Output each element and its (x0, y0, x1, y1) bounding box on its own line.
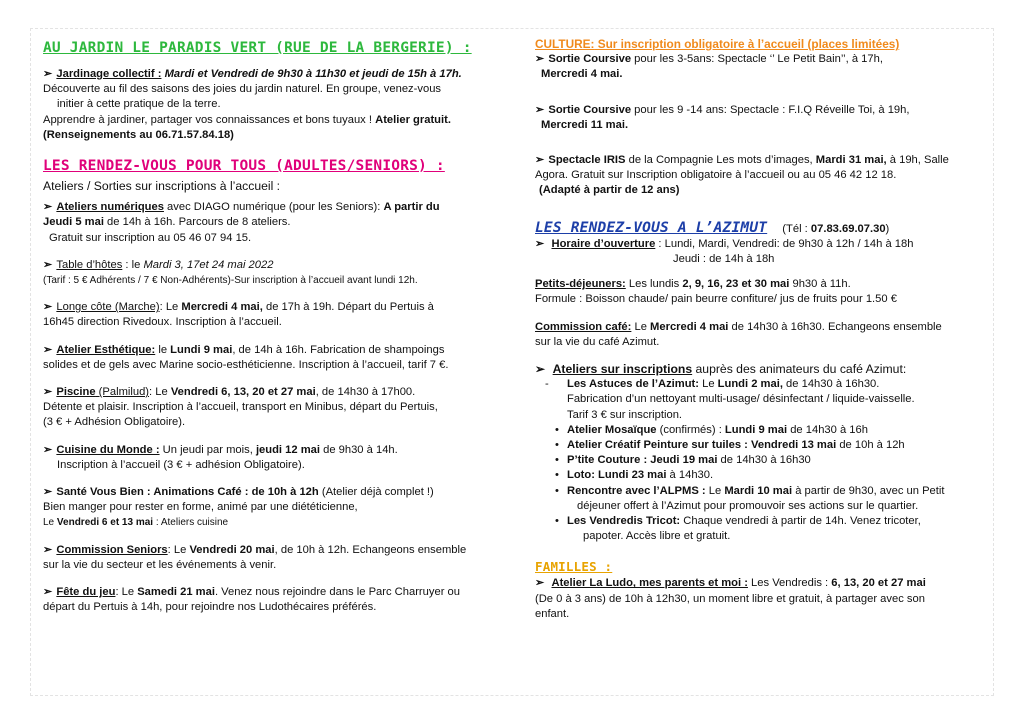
text: de 10h à 12h (836, 439, 905, 452)
text-bold: Vendredi 20 mai (189, 543, 275, 556)
hotes-item (43, 258, 505, 288)
text-italic: Mardi 3, 17et 24 mai 2022 (143, 258, 274, 271)
text: à 19h, Salle (886, 154, 949, 167)
jardinage-when: Mardi et Vendredi de 9h30 à 11h30 et jeudi de 15h à 17h. (164, 68, 462, 80)
text: de 9h30 à 14h. (319, 443, 398, 456)
text: Formule : Boisson chaude/ pain beurre confiture/ jus de fruits pour 1.50 € (535, 293, 897, 306)
text: : Le (149, 386, 171, 399)
text: Les lundis (625, 278, 683, 291)
familles-title: FAMILLES : (535, 559, 613, 575)
text: le (155, 343, 171, 356)
commission-item (43, 543, 505, 573)
longe-label: Longe côte (Marche) (56, 301, 160, 314)
text-bold: Mercredi 4 mai, (181, 301, 263, 314)
text-bold: P’tite Couture : Jeudi 19 mai (567, 454, 718, 467)
fete-label: Fête du jeu (56, 586, 116, 599)
text: de 14h30 à 16h30. Echangeons ensemble (728, 320, 942, 333)
text: déjeuner offert à l’Azimut pour promouvoir ses actions sur le quartier. (577, 499, 919, 512)
text: à partir de 9h30, avec un Petit (792, 484, 945, 497)
jardin-free: Atelier gratuit. (375, 113, 451, 126)
arrow-icon: ➢ (535, 53, 545, 66)
text-bold: Jeudi 5 mai (43, 216, 104, 229)
text: Les Vendredis : (747, 577, 832, 590)
text: Le (699, 378, 718, 391)
text: Fabrication d’un nettoyant multi-usage/ désinfectant / liquide-vaisselle. (567, 393, 915, 406)
text: : Lundi, Mardi, Vendredi: de 9h30 à 12h / 14h à 18h (655, 237, 914, 250)
petit-dej-item (535, 277, 987, 307)
sante-item (43, 485, 505, 531)
text: Tarif 3 € sur inscription. (567, 408, 683, 421)
text: : le (122, 258, 144, 271)
arrow-icon: ➢ (535, 362, 546, 377)
coursive-1 (535, 52, 987, 82)
text: avec DIAGO numérique (pour les Seniors): (163, 201, 384, 214)
commission-label: Commission Seniors (56, 543, 168, 556)
longe-item (43, 300, 505, 330)
text: 16h45 direction Rivedoux. Inscription à l’accueil. (43, 316, 282, 329)
text-bold: Mercredi 4 mai. (541, 68, 623, 81)
text: de 14h30 à 16h (787, 423, 868, 436)
arrow-icon: ➢ (43, 586, 53, 599)
text: (confirmés) : (656, 423, 725, 436)
text-bold: 6, 13, 20 et 27 mai (831, 577, 926, 590)
text: , de 10h à 12h. Echangeons ensemble (274, 543, 467, 556)
text-bold: Mardi 31 mai, (815, 154, 887, 167)
text-bold: Samedi 21 mai (137, 586, 215, 599)
text-bold: Les Vendredis Tricot: (567, 515, 681, 528)
jardin-line: Découverte au fil des saisons des joies du jardin naturel. En groupe, venez-vous (43, 83, 442, 96)
arrow-icon: ➢ (43, 443, 53, 456)
jardinage-label: Jardinage collectif : (56, 68, 162, 80)
numeriques-item (43, 200, 505, 246)
text-bold: Mercredi 4 mai (650, 320, 729, 333)
text-bold: Vendredi 6, 13, 20 et 27 mai (170, 386, 316, 399)
text: de 14h à 16h. Parcours de 8 ateliers. (103, 216, 291, 229)
arrow-icon: ➢ (43, 486, 53, 499)
text: pour les 3-5ans: Spectacle ‘’ Le Petit Bain’’, à 17h, (631, 53, 883, 66)
text-bold: Mardi 10 mai (724, 484, 793, 497)
text: (De 0 à 3 ans) de 10h à 12h30, un moment libre et gratuit, à partager avec son (535, 592, 925, 605)
text: pour les 9 -14 ans: Spectacle : F.I.Q Réveille Toi, à 19h, (631, 103, 910, 116)
arrow-icon: ➢ (43, 386, 53, 399)
commission-cafe-item (535, 320, 987, 350)
esthetique-label: Atelier Esthétique: (56, 343, 156, 356)
text: (Atelier déjà complet !) (318, 486, 434, 499)
ludo-item (535, 576, 987, 622)
azimut-header (535, 219, 987, 237)
text: départ du Pertuis à 14h, pour rejoindre nos Ludothécaires préférés. (43, 601, 377, 614)
arrow-icon: ➢ (535, 103, 545, 116)
comm-label: Commission café: (535, 320, 632, 333)
text: solides et de gels avec Marine socio-esthéticienne. Inscription à l’accueil, tarif 7 €. (43, 358, 449, 371)
arrow-icon: ➢ (43, 258, 53, 271)
text-bold: Vendredi 6 et 13 mai (56, 517, 154, 529)
jardin-phone: (Renseignements au 06.71.57.84.18) (43, 128, 234, 141)
text: de 14h30 à 16h30 (717, 454, 811, 467)
text: Inscription à l’accueil (3 € + adhésion Obligatoire). (57, 458, 305, 471)
arrow-icon: ➢ (43, 301, 53, 314)
arrow-icon: ➢ (535, 577, 545, 590)
cuisine-label: Cuisine du Monde : (56, 443, 160, 456)
sante-label: Santé Vous Bien : Animations Café (56, 486, 242, 499)
piscine-item (43, 385, 505, 431)
text: Chaque vendredi à partir de 14h. Venez tricoter, (680, 515, 921, 528)
cuisine-item (43, 443, 505, 473)
text-bold: Lundi 2 mai, (717, 378, 783, 391)
horaire-label: Horaire d’ouverture (551, 237, 656, 250)
text: (Palmilud) (95, 386, 150, 399)
arrow-icon: ➢ (43, 201, 53, 214)
text-bold: Atelier Créatif Peinture sur tuiles : Vendredi 13 mai (567, 439, 837, 452)
text: : Le (159, 301, 182, 314)
text: (Tarif : 5 € Adhérents / 7 € Non-Adhérents)-Sur inscription à l’accueil avant lundi 12h. (43, 275, 418, 287)
text: , de 14h à 16h. Fabrication de shampoings (232, 343, 445, 356)
list-item (557, 423, 987, 438)
text: Bien manger pour rester en forme, animé par une diététicienne, (43, 501, 358, 514)
petit-label: Petits-déjeuners: (535, 278, 626, 291)
culture-note: Sur inscription obligatoire à l’accueil (places limitées) (594, 37, 900, 51)
list-item (557, 484, 987, 499)
text: Le (705, 484, 725, 497)
hotes-label: Table d’hôtes (56, 258, 123, 271)
text-bold: Les Astuces de l’Azimut: (567, 378, 699, 391)
text-bold: : de 10h à 12h (241, 486, 319, 499)
text-bold: Lundi 9 mai (724, 423, 788, 436)
text: Gratuit sur inscription au 05 46 07 94 15. (49, 231, 252, 244)
text-bold: Atelier Mosaïque (567, 423, 657, 436)
left-column (31, 29, 509, 615)
text-bold: Loto: Lundi 23 mai (567, 469, 667, 482)
text: : Le (167, 543, 190, 556)
right-column (525, 29, 991, 622)
text: Détente et plaisir. Inscription à l’accueil, transport en Minibus, départ du Pertuis, (43, 401, 438, 414)
jardin-title: AU JARDIN LE PARADIS VERT (RUE DE LA BERGERIE) : (43, 40, 472, 56)
text: (Tél : (782, 222, 811, 235)
list-item (557, 453, 987, 468)
arrow-icon: ➢ (43, 543, 53, 556)
text: de 17h à 19h. Départ du Pertuis à (262, 301, 434, 314)
horaire-item (535, 237, 987, 267)
rdv-subtitle: Ateliers / Sorties sur inscriptions à l’accueil : (43, 179, 281, 194)
text: enfant. (535, 607, 570, 620)
text: Jeudi : de 14h à 18h (673, 253, 775, 266)
text: sur la vie du secteur et les événements à venir. (43, 558, 277, 571)
text-bold: 2, 9, 16, 23 et 30 mai (682, 278, 790, 291)
list-item (557, 377, 987, 392)
esthetique-item (43, 343, 505, 373)
jardin-line: initier à cette pratique de la terre. (57, 98, 221, 111)
iris-item (535, 153, 987, 199)
text-bold: Lundi 9 mai (170, 343, 233, 356)
text-bold: Sortie Coursive (548, 53, 632, 66)
azimut-title: LES RENDEZ-VOUS A L’AZIMUT (535, 219, 768, 236)
arrow-icon: ➢ (43, 343, 53, 356)
list-item (557, 514, 987, 529)
ludo-label: Atelier La Ludo, mes parents et moi : (551, 577, 748, 590)
arrow-icon: ➢ (535, 154, 545, 167)
text: Le (43, 517, 57, 529)
piscine-label: Piscine (56, 386, 96, 399)
text: . Venez nous rejoindre dans le Parc Charruyer ou (214, 586, 460, 599)
rdv-title: LES RENDEZ-VOUS POUR TOUS (ADULTES/SENIORS) : (43, 158, 445, 175)
numeriques-label: Ateliers numériques (56, 201, 164, 214)
jardin-section (43, 67, 505, 143)
text-bold: A partir du (383, 201, 440, 214)
text: de la Compagnie Les mots d’images, (625, 154, 816, 167)
text-bold: (Adapté à partir de 12 ans) (539, 184, 680, 197)
text: papoter. Accès libre et gratuit. (583, 530, 731, 543)
culture-title: CULTURE: (535, 37, 595, 51)
arrow-icon: ➢ (43, 68, 53, 80)
text: à 14h30. (666, 469, 714, 482)
text-bold: Spectacle IRIS (548, 154, 626, 167)
text: auprès des animateurs du café Azimut: (692, 362, 907, 377)
fete-item (43, 585, 505, 615)
text: ) (885, 222, 890, 235)
text: , de 14h30 à 17h00. (315, 386, 416, 399)
text: de 14h30 à 16h30. (782, 378, 880, 391)
text: sur la vie du café Azimut. (535, 335, 660, 348)
text-bold: Sortie Coursive (548, 103, 632, 116)
text: : Le (115, 586, 138, 599)
text: Agora. Gratuit sur Inscription obligatoire à l’accueil ou au 05 46 42 12 18. (535, 169, 897, 182)
coursive-2 (535, 103, 987, 133)
text-bold: Mercredi 11 mai. (541, 118, 629, 131)
azimut-phone: 07.83.69.07.30 (810, 222, 886, 235)
list-item (557, 438, 987, 453)
text: Le (631, 320, 651, 333)
list-item (557, 468, 987, 483)
text: (3 € + Adhésion Obligatoire). (43, 416, 186, 429)
arrow-icon: ➢ (535, 237, 545, 250)
jardin-line: Apprendre à jardiner, partager vos connaissances et bons tuyaux ! (43, 113, 372, 126)
text: Un jeudi par mois, (159, 443, 256, 456)
flyer-page (30, 28, 994, 696)
text-bold: jeudi 12 mai (255, 443, 320, 456)
text-bold: Rencontre avec l’ALPMS : (567, 484, 706, 497)
text: 9h30 à 11h. (789, 278, 851, 291)
ateliers-item (535, 362, 987, 544)
text: : Ateliers cuisine (153, 517, 229, 529)
ateliers-label: Ateliers sur inscriptions (552, 362, 693, 377)
